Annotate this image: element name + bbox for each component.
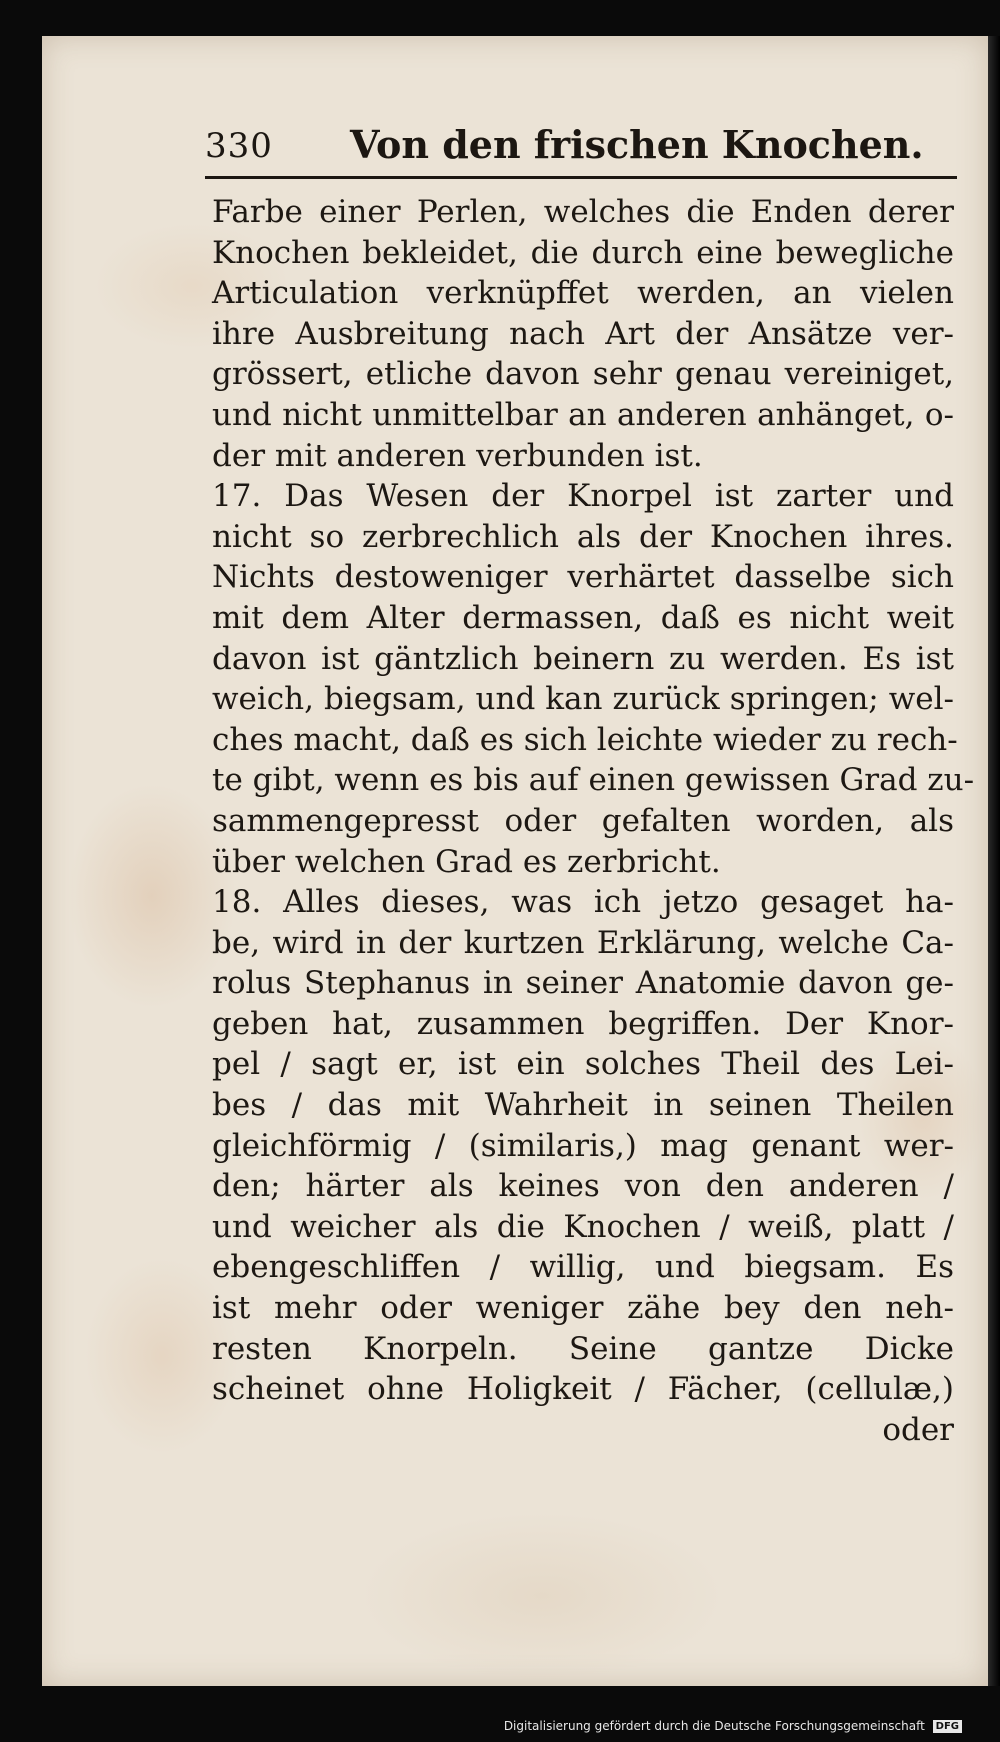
text-line: Articulation verknüpffet werden, an vielen <box>212 275 954 312</box>
page-number: 330 <box>205 126 273 166</box>
text-line: gleichförmig / (similaris,) mag genant wer- <box>212 1127 954 1164</box>
text-line: den; härter als keines von den anderen / <box>212 1168 954 1205</box>
text-line: bes / das mit Wahrheit in seinen Theilen <box>212 1087 954 1124</box>
text-line: ebengeschliffen / willig, und biegsam. Es <box>212 1249 954 1286</box>
text-line: sammengepresst oder gefalten worden, als <box>212 802 954 839</box>
text-line: geben hat, zusammen begriffen. Der Knor- <box>212 1005 954 1042</box>
text-line: mit dem Alter dermassen, daß es nicht weit <box>212 599 954 636</box>
text-line: davon ist gäntzlich beinern zu werden. Es ist <box>212 640 954 677</box>
digitization-credit <box>504 1719 962 1733</box>
text-line: Nichts destoweniger verhärtet dasselbe sich <box>212 559 954 596</box>
text-line: über welchen Grad es zerbricht. <box>212 843 721 880</box>
text-line: pel / sagt er, ist ein solches Theil des Lei- <box>212 1046 954 1083</box>
text-line: Knochen bekleidet, die durch eine bewegliche <box>212 234 954 271</box>
header-rule <box>205 176 957 179</box>
text-line: Farbe einer Perlen, welches die Enden derer <box>212 194 954 230</box>
catchword: oder <box>882 1411 954 1448</box>
text-line: 17. Das Wesen der Knorpel ist zarter und <box>212 478 954 515</box>
text-line: te gibt, wenn es bis auf einen gewissen Grad zu- <box>212 762 975 799</box>
text-line: ist mehr oder weniger zähe bey den neh- <box>212 1290 954 1327</box>
text-line: nicht so zerbrechlich als der Knochen ihres. <box>212 518 954 555</box>
running-title: Von den frischen Knochen. <box>350 122 924 167</box>
text-line: ches macht, daß es sich leichte wieder zu rech- <box>212 721 958 758</box>
text-line: be, wird in der kurtzen Erklärung, welche Ca- <box>212 924 954 961</box>
text-line: der mit anderen verbunden ist. <box>212 437 703 474</box>
text-line: weich, biegsam, und kan zurück springen; wel- <box>212 681 954 718</box>
body-text <box>212 192 975 1450</box>
text-line: rolus Stephanus in seiner Anatomie davon ge- <box>212 965 954 1002</box>
dfg-logo: DFG <box>933 1720 962 1733</box>
text-line: 18. Alles dieses, was ich jetzo gesaget ha- <box>212 884 954 921</box>
credit-text: Digitalisierung gefördert durch die Deutsche Forschungsgemeinschaft <box>503 1719 925 1733</box>
text-line: resten Knorpeln. Seine gantze Dicke <box>212 1330 954 1367</box>
text-line: und nicht unmittelbar an anderen anhänget, o- <box>212 396 954 433</box>
text-line: scheinet ohne Holigkeit / Fächer, (cellulæ,) <box>212 1371 954 1408</box>
page-gutter-shadow <box>988 36 1000 1686</box>
page-header <box>205 118 960 178</box>
text-line: und weicher als die Knochen / weiß, platt / <box>212 1208 954 1245</box>
text-line: grössert, etliche davon sehr genau vereiniget, <box>212 356 954 393</box>
text-line: ihre Ausbreitung nach Art der Ansätze ver- <box>212 315 954 352</box>
